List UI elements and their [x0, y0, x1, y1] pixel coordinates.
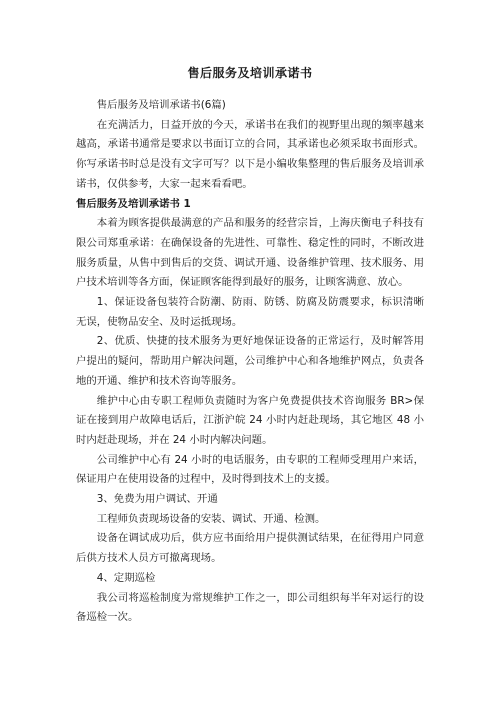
body-paragraph: 售后服务及培训承诺书(6篇)	[96, 99, 226, 111]
title-spacer	[76, 82, 424, 96]
document-title: 售后服务及培训承诺书	[187, 66, 313, 80]
body-paragraph: 1、保证设备包装符合防潮、防雨、防锈、防腐及防震要求，标识清晰无误，使物品安全、及时运抵现场。	[76, 296, 424, 328]
body-paragraph: 设备在调试成功后，供方应书面给用户提供测试结果，在征得用户同意后供方技术人员方可撤离现场。	[76, 532, 424, 565]
body-paragraph: 工程师负责现场设备的安装、调试、开通、检测。	[96, 512, 326, 525]
body-paragraph: 公司维护中心有 24 小时的电话服务，由专职的工程师受理用户来话，保证用户在使用设备的过程中，及时得到技术上的支援。	[76, 453, 424, 486]
body-paragraph: 2、优质、快捷的技术服务为更好地保证设备的正常运行，及时解答用户提出的疑问，帮助用户解决问题，公司维护中心和各地维护网点，负责各地的开通、维护和技术咨询等服务。	[76, 335, 424, 387]
document-body	[76, 96, 424, 628]
body-paragraph: 我公司将巡检制度为常规维护工作之一，即公司组织每半年对运行的设备巡检一次。	[76, 591, 424, 624]
body-paragraph: 维护中心由专职工程师负责随时为客户免费提供技术咨询服务 BR>保证在接到用户故障电话后，江浙沪皖 24 小时内赶赴现场，其它地区 48 小时内赶赴现场，并在 24 小时内解决问题。	[76, 394, 424, 446]
section-heading: 售后服务及培训承诺书 1	[76, 197, 191, 210]
body-paragraph: 3、免费为用户调试、开通	[96, 493, 218, 506]
body-paragraph: 本着为顾客提供最满意的产品和服务的经营宗旨，上海庆衡电子科技有限公司郑重承诺：在确保设备的先进性、可靠性、稳定性的同时，不断改进服务质量，从售中到售后的交货、调试开通、设备维护管理、技术服务、用户技术培训等各方面，保证顾客能得到最好的服务，让顾客满意、放心。	[76, 217, 424, 289]
body-paragraph: 4、定期巡检	[96, 571, 156, 584]
body-paragraph: 在充满活力，日益开放的今天，承诺书在我们的视野里出现的频率越来越高，承诺书通常是要求以书面订立的合同，其承诺也必须采取书面形式。你写承诺书时总是没有文字可写？以下是小编收集整理的售后服务及培训承诺书，仅供参考，大家一起来看看吧。	[76, 118, 424, 190]
